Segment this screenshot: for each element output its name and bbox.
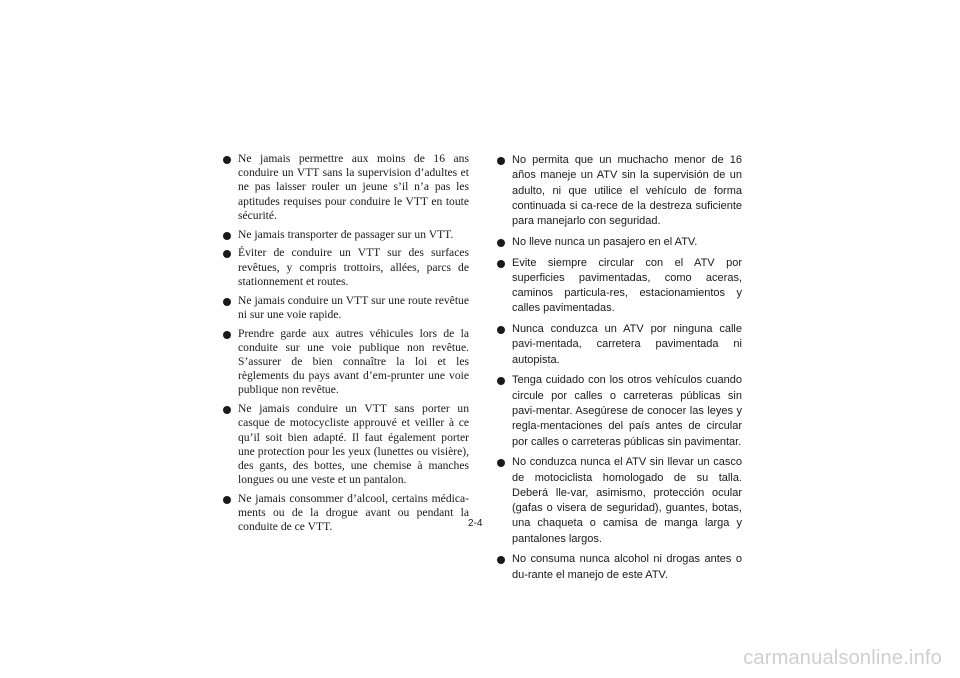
- french-column: [222, 152, 469, 539]
- bullet-icon: [223, 232, 231, 240]
- bullet-icon: [223, 406, 231, 414]
- bullet-icon: [497, 326, 505, 334]
- list-item-text: Éviter de conduire un VTT sur des surfaces revêtues, y compris trottoirs, allées, parcs de stationnement et routes.: [238, 246, 469, 288]
- list-item: [222, 246, 469, 289]
- list-item: [496, 256, 742, 317]
- list-item-text: Ne jamais consommer d’alcool, certains médica-ments ou de la drogue avant ou pendant la conduite de ce VTT.: [238, 492, 469, 534]
- watermark: carmanualsonline.info: [743, 647, 942, 669]
- list-item: [222, 152, 469, 223]
- bullet-icon: [497, 239, 505, 247]
- bullet-icon: [497, 556, 505, 564]
- list-item: [222, 294, 469, 322]
- list-item: [496, 455, 742, 547]
- list-item-text: Ne jamais permettre aux moins de 16 ans conduire un VTT sans la supervision d’adultes et ne pas laisser rouler un jeune s’il n’a pas les aptitudes requises pour conduire le VTT en toute sécurité.: [238, 152, 469, 222]
- list-item-text: Evite siempre circular con el ATV por superficies pavimentadas, como aceras, caminos particula-res, estacionamientos y calles pavimentadas.: [512, 256, 742, 315]
- list-item-text: Ne jamais conduire un VTT sans porter un casque de motocycliste approuvé et veiller à ce qu’il soit bien adapté. Il faut également porter une protection pour les yeux (lunettes ou visière), des gants, des bottes, une chemise à manches longues ou une veste et un pantalon.: [238, 402, 469, 487]
- list-item: [496, 153, 742, 229]
- bullet-icon: [223, 331, 231, 339]
- bullet-icon: [497, 377, 505, 385]
- list-item: [496, 373, 742, 449]
- list-item-text: Ne jamais conduire un VTT sur une route revêtue ni sur une voie rapide.: [238, 293, 469, 321]
- list-item-text: Prendre garde aux autres véhicules lors de la conduite sur une voie publique non revêtue. S’assurer de bien connaître la loi et les règlements du pays avant d’em-prunter une voie publique non revêtue.: [238, 326, 469, 397]
- list-item: [222, 402, 469, 487]
- bullet-icon: [223, 496, 231, 504]
- list-item: [496, 552, 742, 583]
- spanish-column: [496, 153, 742, 588]
- list-item-text: No consuma nunca alcohol ni drogas antes o du-rante el manejo de este ATV.: [512, 553, 742, 581]
- list-item: [496, 322, 742, 368]
- list-item-text: No conduzca nunca el ATV sin llevar un casco de motociclista homologado de su talla. Deberá lle-var, asimismo, protección ocular (gafas o visera de seguridad), guantes, botas, una chaqueta o camisa de manga larga y pantalones largos.: [512, 456, 742, 545]
- list-item-text: No permita que un muchacho menor de 16 años maneje un ATV sin la supervisión de un adulto, ni que utilice el vehículo de forma continuada si ca-rece de la destreza suficiente para manejarlo con seguridad.: [512, 154, 742, 228]
- page-number: 2-4: [468, 518, 483, 529]
- list-item-text: Nunca conduzca un ATV por ninguna calle pavi-mentada, carretera pavimentada ni autopista.: [512, 323, 742, 366]
- list-item: [496, 235, 742, 250]
- list-item: [222, 492, 469, 535]
- bullet-icon: [497, 157, 505, 165]
- bullet-icon: [497, 260, 505, 268]
- list-item-text: Tenga cuidado con los otros vehículos cuando circule por calles o carreteras públicas sin pavi-mentar. Asegúrese de conocer las leyes y regla-mentaciones del país antes de circular por calles o carreteras públicas sin pavimentar.: [512, 374, 742, 448]
- list-item-text: Ne jamais transporter de passager sur un VTT.: [238, 227, 454, 241]
- list-item: [222, 327, 469, 398]
- bullet-icon: [223, 156, 231, 164]
- bullet-icon: [497, 459, 505, 467]
- list-item: [222, 228, 469, 242]
- bullet-icon: [223, 250, 231, 258]
- bullet-icon: [223, 298, 231, 306]
- list-item-text: No lleve nunca un pasajero en el ATV.: [512, 235, 698, 248]
